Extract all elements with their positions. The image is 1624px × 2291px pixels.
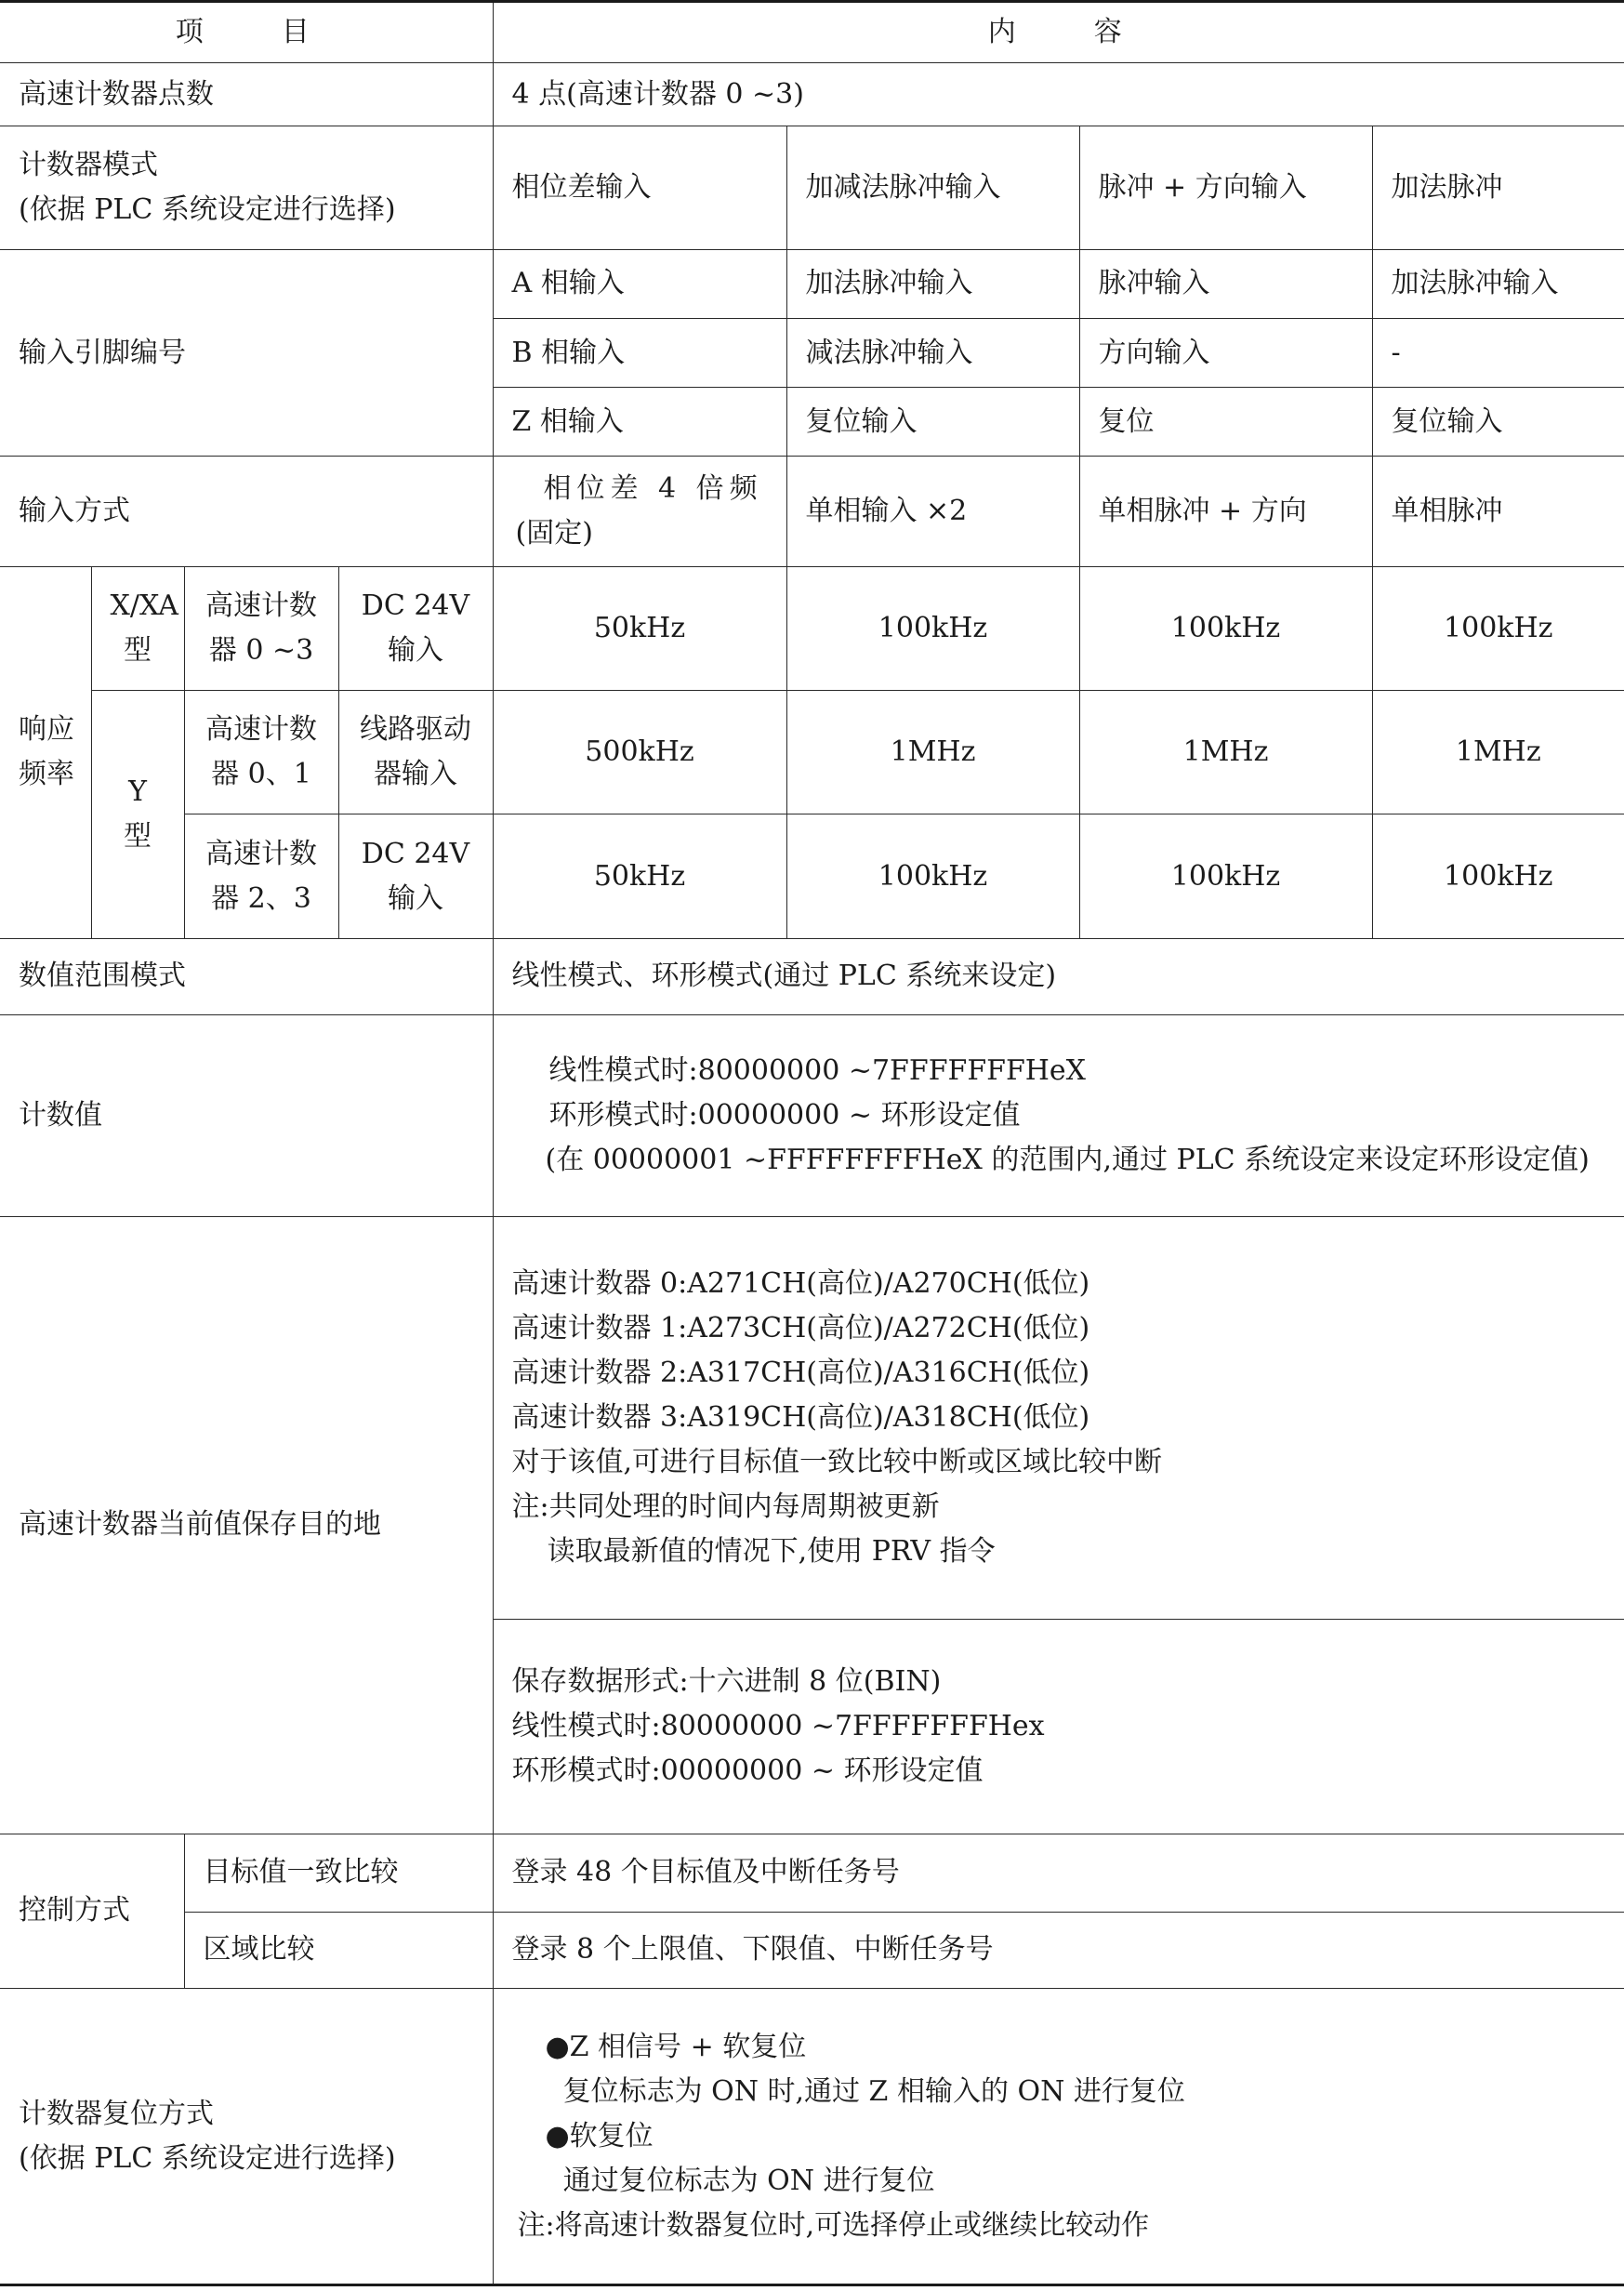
- header-item: 项 目: [0, 2, 493, 63]
- freq-cell: 1MHz: [1079, 691, 1372, 814]
- row-range-mode: [0, 938, 1624, 1014]
- reset-line: 注:将高速计数器复位时,可选择停止或继续比较动作: [517, 2208, 1150, 2242]
- header-content: 内 容: [493, 2, 1624, 63]
- input-pin-cell: 复位输入: [786, 388, 1079, 457]
- freq-cell: 100kHz: [1372, 814, 1624, 938]
- row-reset: [0, 1989, 1624, 2285]
- counter-mode-label-line: 计数器模式: [19, 149, 158, 182]
- input-line: 线路驱动: [360, 713, 471, 747]
- row-counter-mode: [0, 126, 1624, 249]
- freq-cell: 1MHz: [1372, 691, 1624, 814]
- control-label: 控制方式: [0, 1834, 184, 1988]
- counter-line: 高速计数: [205, 713, 317, 747]
- input-pin-label: 输入引脚编号: [0, 249, 493, 457]
- input-pin-cell: 脉冲输入: [1079, 249, 1372, 318]
- range-mode-label: 数值范围模式: [0, 938, 493, 1014]
- storage-line: 环形模式时:00000000 ~ 环形设定值: [511, 1754, 984, 1787]
- response-label: [0, 566, 91, 938]
- type-xxa-line: X/XA: [110, 589, 178, 622]
- freq-cell: 50kHz: [493, 814, 786, 938]
- storage-line: 注:共同处理的时间内每周期被更新: [511, 1490, 940, 1523]
- type-xxa: [91, 566, 184, 690]
- reset-line: ●软复位: [545, 2119, 654, 2152]
- counter-line: 器 0、1: [211, 758, 311, 791]
- input-pin-cell: A 相输入: [493, 249, 786, 318]
- storage-block2: [493, 1619, 1624, 1834]
- control-value: 登录 8 个上限值、下限值、中断任务号: [493, 1912, 1624, 1988]
- storage-block1: [493, 1216, 1624, 1619]
- input-xxa: [338, 566, 493, 690]
- input-y1: [338, 691, 493, 814]
- counter-xxa: [184, 566, 338, 690]
- input-pin-cell: 复位: [1079, 388, 1372, 457]
- input-method-phase: [493, 457, 786, 566]
- row-response-y1: [0, 691, 1624, 814]
- counter-mode-label: [0, 126, 493, 249]
- freq-cell: 100kHz: [1079, 814, 1372, 938]
- freq-cell: 100kHz: [1079, 566, 1372, 690]
- hs-count-label: 高速计数器点数: [0, 63, 493, 126]
- count-value-label: 计数值: [0, 1015, 493, 1217]
- input-pin-cell: Z 相输入: [493, 388, 786, 457]
- freq-cell: 100kHz: [786, 566, 1079, 690]
- reset-label-line: 计数器复位方式: [19, 2097, 214, 2130]
- storage-line: 读取最新值的情况下,使用 PRV 指令: [511, 1534, 996, 1568]
- counter-y2: [184, 814, 338, 938]
- reset-line: 复位标志为 ON 时,通过 Z 相输入的 ON 进行复位: [545, 2074, 1185, 2108]
- input-method-line: (固定): [515, 517, 593, 550]
- mode-phase-diff: 相位差输入: [493, 126, 786, 249]
- input-y2: [338, 814, 493, 938]
- input-method-cell: 单相脉冲: [1372, 457, 1624, 566]
- control-value: 登录 48 个目标值及中断任务号: [493, 1834, 1624, 1912]
- reset-label: [0, 1989, 493, 2285]
- storage-line: 对于该值,可进行目标值一致比较中断或区域比较中断: [511, 1445, 1163, 1478]
- control-sub-label: 目标值一致比较: [184, 1834, 493, 1912]
- reset-line: 通过复位标志为 ON 进行复位: [545, 2164, 935, 2197]
- input-pin-cell: 复位输入: [1372, 388, 1624, 457]
- row-response-xxa: [0, 566, 1624, 690]
- freq-cell: 100kHz: [786, 814, 1079, 938]
- freq-cell: 50kHz: [493, 566, 786, 690]
- input-line: 输入: [388, 881, 443, 915]
- mode-pulse-direction: 脉冲 + 方向输入: [1079, 126, 1372, 249]
- freq-cell: 500kHz: [493, 691, 786, 814]
- count-value-line: (在 00000001 ~FFFFFFFFHeX 的范围内,通过 PLC 系统设定来设定环形设定值): [545, 1143, 1590, 1176]
- input-pin-cell: 减法脉冲输入: [786, 318, 1079, 387]
- input-method-cell: 单相脉冲 + 方向: [1079, 457, 1372, 566]
- row-count-value: [0, 1015, 1624, 1217]
- row-storage-1: [0, 1216, 1624, 1619]
- input-method-line: 相位差 4 倍频: [543, 472, 763, 506]
- reset-line: ●Z 相信号 + 软复位: [545, 2030, 807, 2063]
- storage-line: 高速计数器 1:A273CH(高位)/A272CH(低位): [511, 1311, 1090, 1344]
- counter-line: 高速计数: [205, 837, 317, 870]
- freq-cell: 1MHz: [786, 691, 1079, 814]
- row-response-y2: [0, 814, 1624, 938]
- response-label-line: 响应: [19, 713, 74, 747]
- control-sub-label: 区域比较: [184, 1912, 493, 1988]
- storage-line: 高速计数器 3:A319CH(高位)/A318CH(低位): [511, 1400, 1090, 1434]
- response-label-line: 频率: [19, 758, 74, 791]
- input-pin-cell: 加法脉冲输入: [1372, 249, 1624, 318]
- counter-mode-label-line: (依据 PLC 系统设定进行选择): [19, 193, 396, 227]
- reset-content: [493, 1989, 1624, 2285]
- input-pin-cell: B 相输入: [493, 318, 786, 387]
- row-input-pin-a: [0, 249, 1624, 318]
- count-value-content: [493, 1015, 1624, 1217]
- freq-cell: 100kHz: [1372, 566, 1624, 690]
- storage-line: 线性模式时:80000000 ~7FFFFFFFHex: [511, 1709, 1045, 1742]
- input-pin-cell: 加法脉冲输入: [786, 249, 1079, 318]
- count-value-line: 线性模式时:80000000 ~7FFFFFFFHeX: [548, 1053, 1087, 1087]
- counter-y1: [184, 691, 338, 814]
- input-method-label: 输入方式: [0, 457, 493, 566]
- input-method-cell: 单相输入 ×2: [786, 457, 1079, 566]
- input-pin-cell: -: [1372, 318, 1624, 387]
- mode-up-down-pulse: 加减法脉冲输入: [786, 126, 1079, 249]
- counter-line: 器 0 ~3: [208, 633, 314, 667]
- hs-count-value: 4 点(高速计数器 0 ~3): [493, 63, 1624, 126]
- storage-line: 高速计数器 2:A317CH(高位)/A316CH(低位): [511, 1356, 1090, 1389]
- header-row: [0, 2, 1624, 63]
- storage-line: 保存数据形式:十六进制 8 位(BIN): [511, 1664, 942, 1698]
- input-line: DC 24V: [361, 837, 470, 870]
- row-input-method: [0, 457, 1624, 566]
- row-control-2: [0, 1912, 1624, 1988]
- mode-up-pulse: 加法脉冲: [1372, 126, 1624, 249]
- input-pin-cell: 方向输入: [1079, 318, 1372, 387]
- range-mode-value: 线性模式、环形模式(通过 PLC 系统来设定): [493, 938, 1624, 1014]
- reset-label-line: (依据 PLC 系统设定进行选择): [19, 2141, 396, 2175]
- input-line: 输入: [388, 633, 443, 667]
- storage-line: 高速计数器 0:A271CH(高位)/A270CH(低位): [511, 1266, 1090, 1300]
- counter-line: 器 2、3: [211, 881, 311, 915]
- type-y: Y 型: [91, 691, 184, 939]
- storage-label: 高速计数器当前值保存目的地: [0, 1216, 493, 1834]
- count-value-line: 环形模式时:00000000 ~ 环形设定值: [548, 1098, 1021, 1132]
- type-xxa-line: 型: [124, 633, 152, 667]
- counter-line: 高速计数: [205, 589, 317, 622]
- input-line: DC 24V: [361, 589, 470, 622]
- input-line: 器输入: [374, 758, 457, 791]
- row-control-1: [0, 1834, 1624, 1912]
- row-hs-count: [0, 63, 1624, 126]
